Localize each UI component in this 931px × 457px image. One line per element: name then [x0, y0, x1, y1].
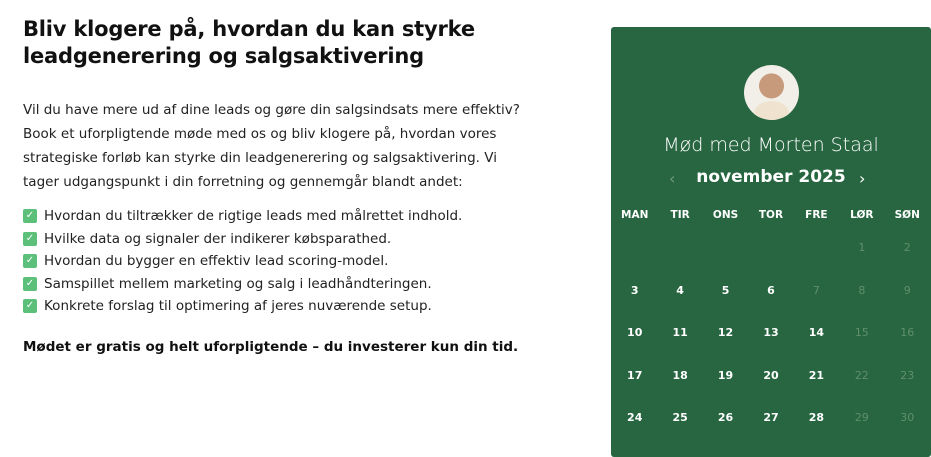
benefit-list [23, 205, 523, 318]
next-month-button[interactable]: › [859, 169, 866, 188]
list-item-text: Hvilke data og signaler der indikerer købsparathed. [44, 230, 392, 247]
list-item [23, 295, 523, 318]
list-item [23, 273, 523, 296]
week-row [611, 355, 931, 398]
day-cell: 2 [903, 241, 911, 254]
day-cell[interactable]: 18 [672, 368, 688, 382]
day-cell [703, 227, 748, 270]
day-cell[interactable]: 10 [627, 326, 643, 339]
check-icon: ✓ [23, 277, 37, 291]
day-cell: 23 [900, 368, 915, 382]
day-cell[interactable]: 26 [717, 411, 734, 424]
calendar-title: Mød med Morten Staal [663, 134, 879, 156]
list-item-text: Samspillet mellem marketing og salg i leadhåndteringen. [44, 275, 432, 292]
month-label: november 2025 [696, 167, 846, 187]
day-cell[interactable]: 19 [717, 368, 734, 382]
booking-calendar [611, 27, 931, 457]
note-text: Mødet er gratis og helt uforpligtende – du investerer kun din tid. [23, 338, 519, 355]
week-row [611, 312, 931, 355]
day-cell[interactable]: 13 [763, 326, 779, 339]
day-cell [612, 227, 657, 270]
day-cell[interactable]: 12 [717, 326, 734, 339]
day-cell: 1 [858, 241, 866, 254]
list-item-text: Konkrete forslag til optimering af jeres nuværende setup. [44, 298, 432, 314]
week-row [611, 397, 931, 440]
day-cell[interactable]: 24 [627, 411, 643, 424]
day-cell[interactable]: 21 [808, 368, 825, 382]
intro-text: Vil du have mere ud af dine leads og gøre din salgsindsats mere effektiv? Book et uforpligtende møde med os og bliv klogere på, hvordan vores strategiske forløb kan styrke din leadgenerering og salgsaktivering. Vi tager udgangspunkt i din forretning og gennemgår blandt andet: [23, 102, 520, 190]
day-cell[interactable]: 3 [630, 283, 639, 297]
info-section [23, 16, 523, 355]
list-item-text: Hvordan du tiltrækker de rigtige leads med målrettet indhold. [44, 208, 463, 224]
list-item [23, 205, 523, 228]
day-cell[interactable]: 14 [808, 326, 825, 339]
prev-month-button[interactable]: ‹ [669, 169, 676, 188]
avatar [744, 65, 799, 120]
day-cell[interactable]: 5 [721, 283, 730, 297]
day-cell: 15 [854, 326, 869, 339]
weekday-label: TOR [758, 209, 784, 221]
list-item-text: Hvordan du bygger en effektiv lead scoring-model. [44, 253, 389, 269]
weekday-header [611, 209, 931, 227]
day-cell [794, 227, 839, 270]
weekday-label: SØN [894, 209, 920, 221]
day-cell: 16 [900, 326, 915, 339]
check-icon: ✓ [23, 209, 37, 223]
day-cell: 30 [900, 411, 915, 424]
weekday-label: TIR [670, 209, 690, 221]
week-row [611, 227, 931, 270]
day-cell: 29 [854, 411, 869, 424]
list-item [23, 250, 523, 273]
calendar-grid [611, 209, 931, 440]
day-cell[interactable]: 25 [672, 411, 688, 424]
day-cell [748, 227, 793, 270]
weekday-label: MAN [621, 209, 649, 221]
day-cell: 7 [812, 283, 820, 297]
list-item [23, 228, 523, 251]
weekday-label: ONS [712, 209, 739, 221]
day-cell: 22 [854, 368, 869, 382]
day-cell: 8 [858, 283, 866, 297]
day-cell [657, 227, 702, 270]
day-cell[interactable]: 4 [676, 283, 684, 297]
check-icon: ✓ [23, 232, 37, 246]
day-cell[interactable]: 20 [763, 368, 779, 382]
day-cell[interactable]: 6 [767, 283, 775, 297]
check-icon: ✓ [23, 299, 37, 313]
weekday-label: FRE [805, 209, 828, 221]
week-row [611, 270, 931, 313]
day-cell[interactable]: 28 [808, 411, 825, 424]
weekday-label: LØR [850, 209, 874, 221]
day-cell[interactable]: 27 [763, 411, 779, 424]
day-cell[interactable]: 11 [672, 326, 688, 339]
day-cell[interactable]: 17 [627, 368, 643, 382]
page-title: Bliv klogere på, hvordan du kan styrke leadgenerering og salgsaktivering [23, 17, 475, 68]
check-icon: ✓ [23, 254, 37, 268]
day-cell: 9 [903, 283, 911, 297]
